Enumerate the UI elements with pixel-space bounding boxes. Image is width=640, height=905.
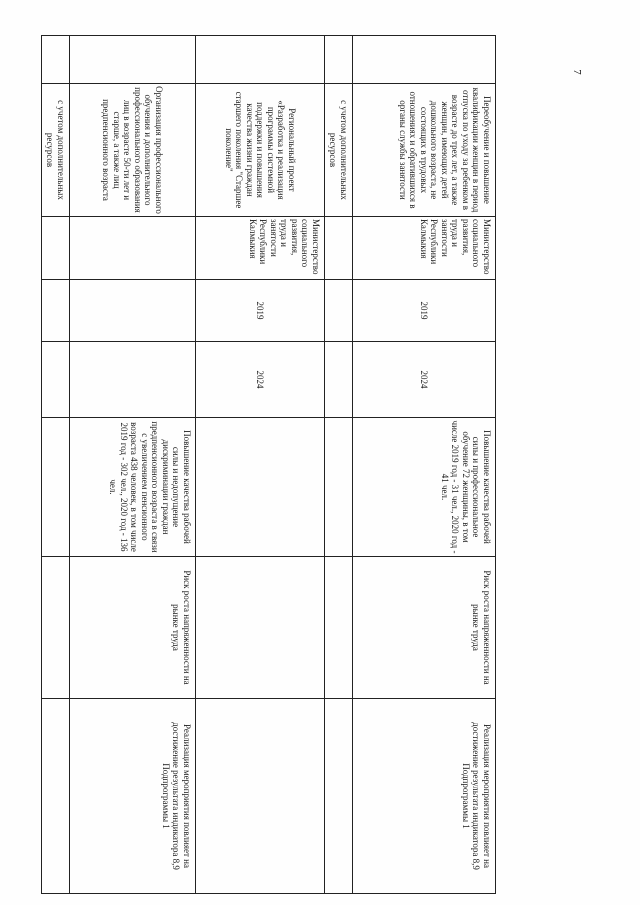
table-row: [42, 36, 70, 894]
start-year-cell: 2019: [196, 280, 325, 342]
table-row: [325, 36, 353, 894]
activity-cell: Переобучение и повышение квалификации женщин в период отпуска по уходу за ребенком в возрасте до трех лет, а также женщин, имеющих детей дошкольного возраста, не состоящих в трудовых отношениях и обратившихся в органы службы занятости: [353, 84, 496, 217]
start-year-cell: 2019: [353, 280, 496, 342]
executor-cell: Министерство социального развития, труда и занятости Республики Калмыкия: [353, 217, 496, 280]
end-year-cell: 2024: [196, 342, 325, 418]
row-number-cell: [325, 36, 353, 84]
program-table: [41, 35, 496, 894]
expected-result-cell: Повышение качества рабочей силы и профессиональное обучение 72 женщины, в том числе 2019 год - 31 чел., 2020 год - 41 чел.: [353, 418, 496, 557]
risk-cell: [325, 557, 353, 699]
end-year-cell: [42, 342, 70, 418]
activity-cell: с учетом дополнительных ресурсов: [42, 84, 70, 217]
risk-cell: Риск роста напряженности на рынке труда: [70, 557, 196, 699]
indicator-link-cell: [196, 699, 325, 894]
expected-result-cell: [325, 418, 353, 557]
table-row: [196, 36, 325, 894]
activity-cell: Региональный проект «Разработка и реализация программы системной поддержки и повышения качества жизни граждан старшего поколения "Старшее поколение": [196, 84, 325, 217]
start-year-cell: [42, 280, 70, 342]
executor-cell: [325, 217, 353, 280]
start-year-cell: [325, 280, 353, 342]
end-year-cell: [70, 342, 196, 418]
indicator-link-cell: Реализация мероприятия повлияет на достижение результата индикатора 8,9 Подпрограммы 1: [353, 699, 496, 894]
activity-cell: с учетом дополнительных ресурсов: [325, 84, 353, 217]
executor-cell: [42, 217, 70, 280]
row-number-cell: [196, 36, 325, 84]
risk-cell: [196, 557, 325, 699]
row-number-cell: [42, 36, 70, 84]
end-year-cell: [325, 342, 353, 418]
row-number-cell: [353, 36, 496, 84]
indicator-link-cell: [42, 699, 70, 894]
start-year-cell: [70, 280, 196, 342]
table-row: [353, 36, 496, 894]
expected-result-cell: [42, 418, 70, 557]
table-row: [70, 36, 196, 894]
executor-cell: [70, 217, 196, 280]
indicator-link-cell: [325, 699, 353, 894]
page-number: 7: [570, 69, 583, 75]
risk-cell: Риск роста напряженности на рынке труда: [353, 557, 496, 699]
expected-result-cell: [196, 418, 325, 557]
risk-cell: [42, 557, 70, 699]
executor-cell: Министерство социального развития, труда и занятости Республики Калмыкия: [196, 217, 325, 280]
row-number-cell: [70, 36, 196, 84]
indicator-link-cell: Реализация мероприятия повлияет на достижение результата индикатора 8,9 Подпрограммы 1: [70, 699, 196, 894]
activity-cell: Организация профессионального обучения и дополнительного профессионального образования лиц в возрасте 50-ти лет и старше, а также лиц предпенсионного возраста: [70, 84, 196, 217]
rotated-table-wrapper: [45, 35, 496, 893]
expected-result-cell: Повышение качества рабочей силы и недопущение дискриминации граждан предпенсионного возраста в связи с увеличением пенсионного возраста 438 человек, в том числе 2019 год - 302 чел., 2020 год - 136 чел.: [70, 418, 196, 557]
end-year-cell: 2024: [353, 342, 496, 418]
